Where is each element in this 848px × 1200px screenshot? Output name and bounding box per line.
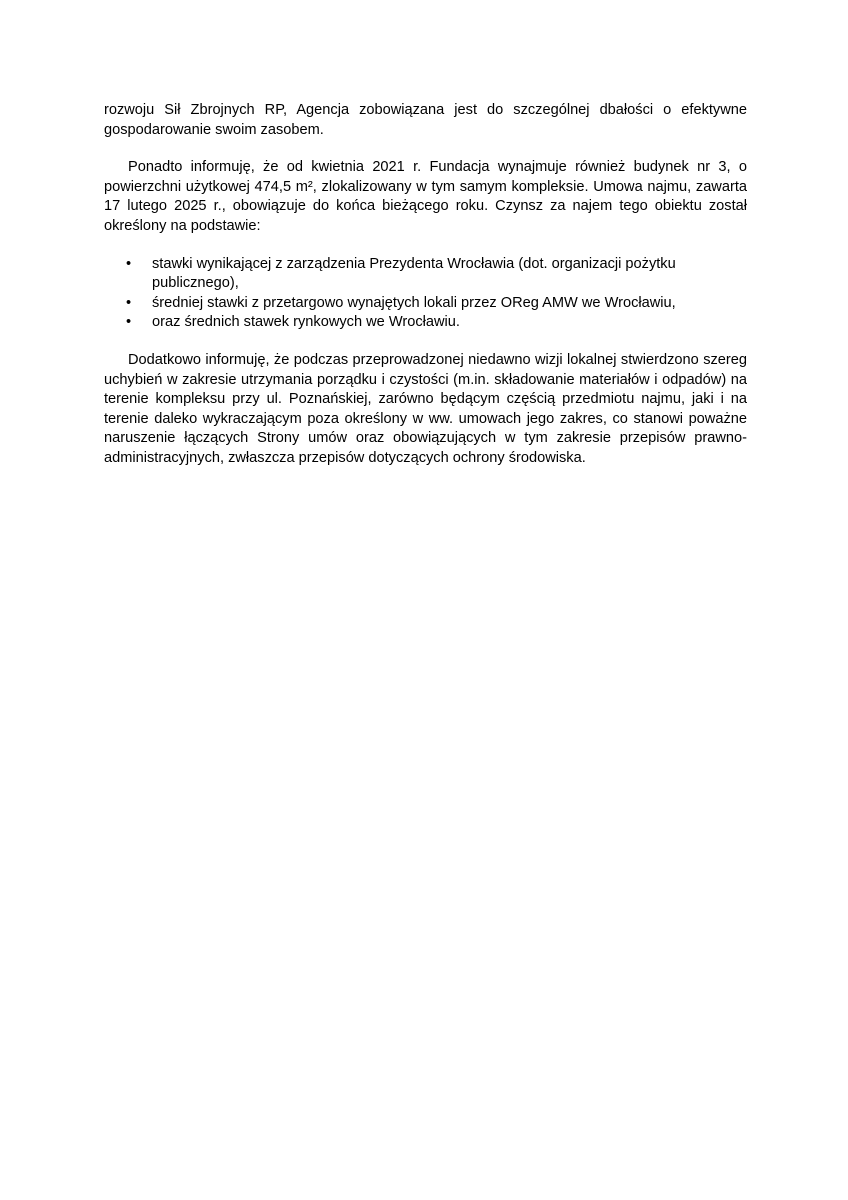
list-item-text: stawki wynikającej z zarządzenia Prezydenta Wrocławia (dot. organizacji pożytku publicznego),	[152, 255, 676, 292]
list-item	[104, 255, 747, 294]
bullet-icon: •	[126, 255, 132, 272]
list-item	[104, 313, 747, 333]
rent-basis-list	[104, 255, 747, 333]
paragraph-continuation: rozwoju Sił Zbrojnych RP, Agencja zobowiązana jest do szczególnej dbałości o efektywne gospodarowanie swoim zasobem.	[104, 102, 747, 138]
document-page	[104, 101, 747, 469]
bullet-icon: •	[126, 294, 132, 311]
list-item-text: oraz średnich stawek rynkowych we Wrocławiu.	[152, 314, 460, 331]
paragraph-site-inspection: Dodatkowo informuję, że podczas przeprowadzonej niedawno wizji lokalnej stwierdzono szereg uchybień w zakresie utrzymania porządku i czystości (m.in. składowanie materiałów i odpadów) na terenie kompleksu przy ul. Poznańskiej, zarówno będącym częścią przedmiotu najmu, jaki i na terenie daleko wykraczającym poza określony w ww. umowach jego zakres, co stanowi poważne naruszenie łączących Strony umów oraz obowiązujących w tym zakresie przepisów prawno-administracyjnych, zwłaszcza przepisów dotyczących ochrony środowiska.	[104, 351, 747, 466]
paragraph-building-lease: Ponadto informuję, że od kwietnia 2021 r. Fundacja wynajmuje również budynek nr 3, o powierzchni użytkowej 474,5 m², zlokalizowany w tym samym kompleksie. Umowa najmu, zawarta 17 lutego 2025 r., obowiązuje do końca bieżącego roku. Czynsz za najem tego obiektu został określony na podstawie:	[104, 159, 747, 234]
bullet-icon: •	[126, 314, 132, 331]
list-item-text: średniej stawki z przetargowo wynajętych lokali przez OReg AMW we Wrocławiu,	[152, 294, 676, 311]
list-item	[104, 294, 747, 314]
